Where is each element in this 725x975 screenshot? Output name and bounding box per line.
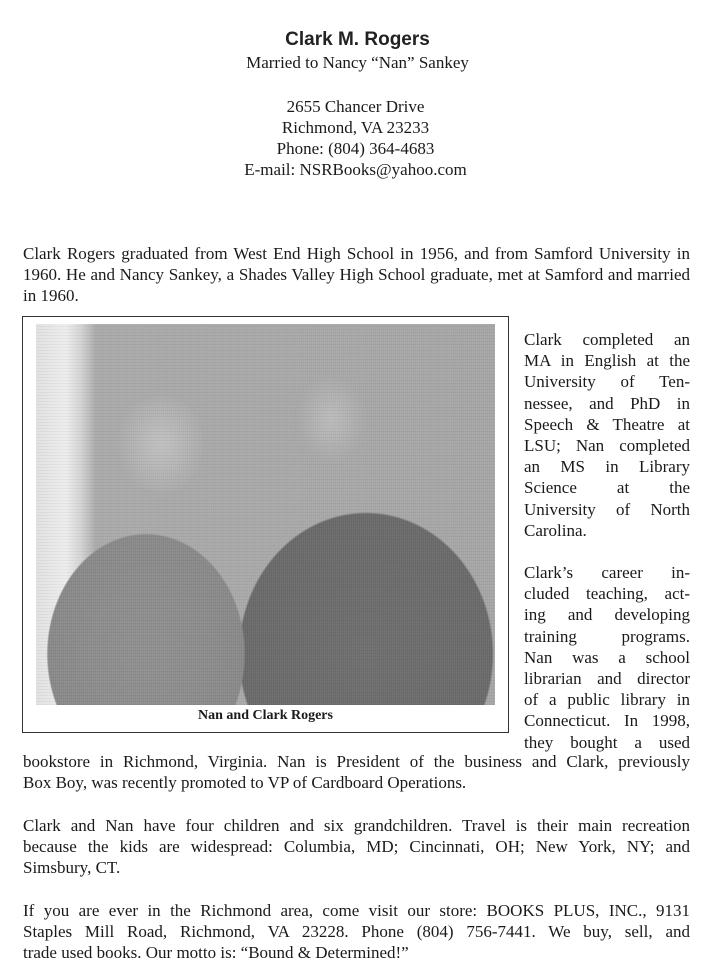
phone-number: Phone: (804) 364-4683 [276, 139, 435, 158]
career-line: ing and developing [524, 605, 690, 625]
profile-header [0, 28, 725, 180]
career-line: training programs. [524, 626, 690, 646]
family-paragraph [23, 815, 690, 878]
education-line: University of North [524, 499, 690, 519]
city-state-zip: Richmond, VA 23233 [281, 118, 430, 137]
photo-caption: Nan and Clark Rogers [198, 708, 333, 723]
career-line: they bought a used [524, 732, 690, 752]
education-line: MA in English at the [524, 351, 690, 371]
paragraph-gap [524, 541, 690, 562]
career-line: librarian and director [524, 669, 690, 689]
career-line: Box Boy, was recently promoted to VP of Cardboard Operations. [23, 773, 467, 792]
street-address: 2655 Chancer Drive [286, 97, 425, 116]
education-line: Speech & Theatre at [524, 414, 690, 434]
store-line: trade used books. Our motto is: “Bound & Determined!” [23, 943, 409, 962]
career-line: Connecticut. In 1998, [524, 711, 690, 731]
career-line: Clark’s career in- [524, 563, 690, 583]
family-line: because the kids are widespread: Columbia, MD; Cincinnati, OH; New York, NY; and [23, 837, 690, 856]
store-paragraph [23, 900, 690, 963]
contact-block [0, 96, 725, 180]
career-line: Nan was a school [524, 647, 690, 667]
person-name: Clark M. Rogers [285, 29, 430, 50]
couple-photo [36, 324, 495, 705]
family-line: Clark and Nan have four children and six grandchildren. Travel is their main recreation [23, 816, 690, 835]
email-address[interactable]: E-mail: NSRBooks@yahoo.com [244, 160, 467, 179]
spouse-line: Married to Nancy “Nan” Sankey [246, 53, 469, 72]
education-line: nessee, and PhD in [524, 393, 690, 413]
education-line: an MS in Library [524, 457, 690, 477]
family-line: Simsbury, CT. [23, 858, 121, 877]
career-line: cluded teaching, act- [524, 584, 690, 604]
education-line: Carolina. [524, 520, 587, 540]
store-line: Staples Mill Road, Richmond, VA 23228. Phone (804) 756-7441. We buy, sell, and [23, 922, 690, 941]
education-line: Science at the [524, 478, 690, 498]
store-line: If you are ever in the Richmond area, come visit our store: BOOKS PLUS, INC., 9131 [23, 901, 690, 920]
career-line: bookstore in Richmond, Virginia. Nan is President of the business and Clark, previously [23, 752, 690, 771]
side-column-text [524, 329, 690, 753]
education-line: Clark completed an [524, 330, 690, 349]
photo-frame [22, 316, 509, 733]
education-line: LSU; Nan completed [524, 436, 690, 456]
career-paragraph-continued [23, 751, 690, 793]
intro-paragraph: Clark Rogers graduated from West End High School in 1956, and from Samford University in 1960. He and Nancy Sankey, a Shades Valley High School graduate, met at Samford and married in 1960. [23, 244, 690, 305]
education-line: University of Ten- [524, 372, 690, 392]
career-line: of a public library in [524, 690, 690, 710]
